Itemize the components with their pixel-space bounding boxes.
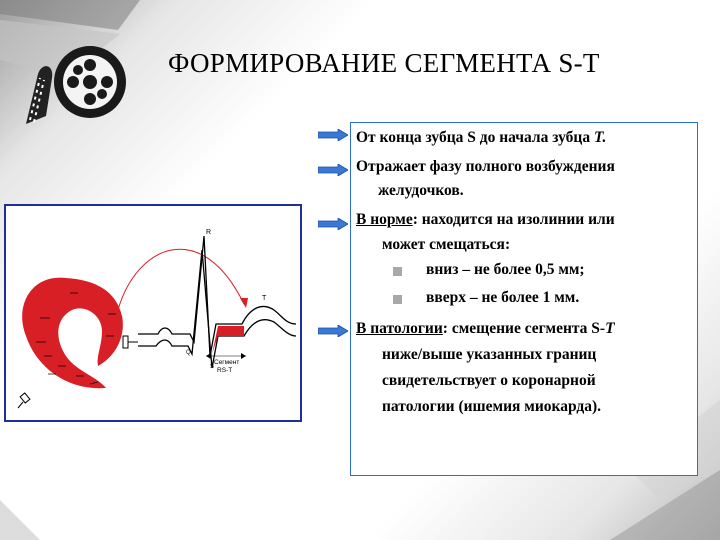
text-line-10: свидетельствует о коронарной (382, 372, 596, 389)
text-line-4: В норме: находится на изолинии или (356, 211, 615, 228)
text-line-1: От конца зубца S до начала зубца Т. (356, 129, 607, 146)
electrode-icon (123, 336, 128, 348)
ecg-figure (4, 204, 302, 422)
text-line-5: может смещаться: (382, 236, 511, 253)
text-line-8: В патологии: смещение сегмента S-Т (356, 320, 615, 337)
text-line-2: Отражает фазу полного возбуждения (356, 158, 615, 175)
text-line-7: вверх – не более 1 мм. (426, 289, 580, 306)
segment-label-1: Сегмент (214, 359, 240, 366)
label-q: Q (186, 350, 191, 356)
arrow-right-icon (318, 129, 348, 141)
pin-icon (18, 393, 30, 408)
page-title: ФОРМИРОВАНИЕ СЕГМЕНТА S-T (168, 48, 600, 78)
arrow-right-icon (318, 325, 348, 337)
heart-shape (22, 278, 123, 389)
arrow-right-icon (318, 218, 348, 230)
text-line-6: вниз – не более 0,5 мм; (426, 261, 585, 278)
arc-arrow (118, 249, 244, 310)
film-reel-icon (18, 34, 130, 134)
text-line-9: ниже/выше указанных границ (382, 346, 597, 363)
square-bullet-icon (393, 295, 402, 304)
label-t: T (262, 295, 267, 302)
text-line-11: патологии (ишемия миокарда). (382, 398, 601, 415)
label-s: S (210, 364, 215, 370)
square-bullet-icon (393, 267, 402, 276)
text-line-3: желудочков. (378, 182, 464, 199)
segment-label-2: RS-T (217, 367, 233, 374)
label-r: R (206, 229, 212, 236)
arrow-right-icon (318, 164, 348, 176)
ecg-diagram (6, 206, 300, 420)
